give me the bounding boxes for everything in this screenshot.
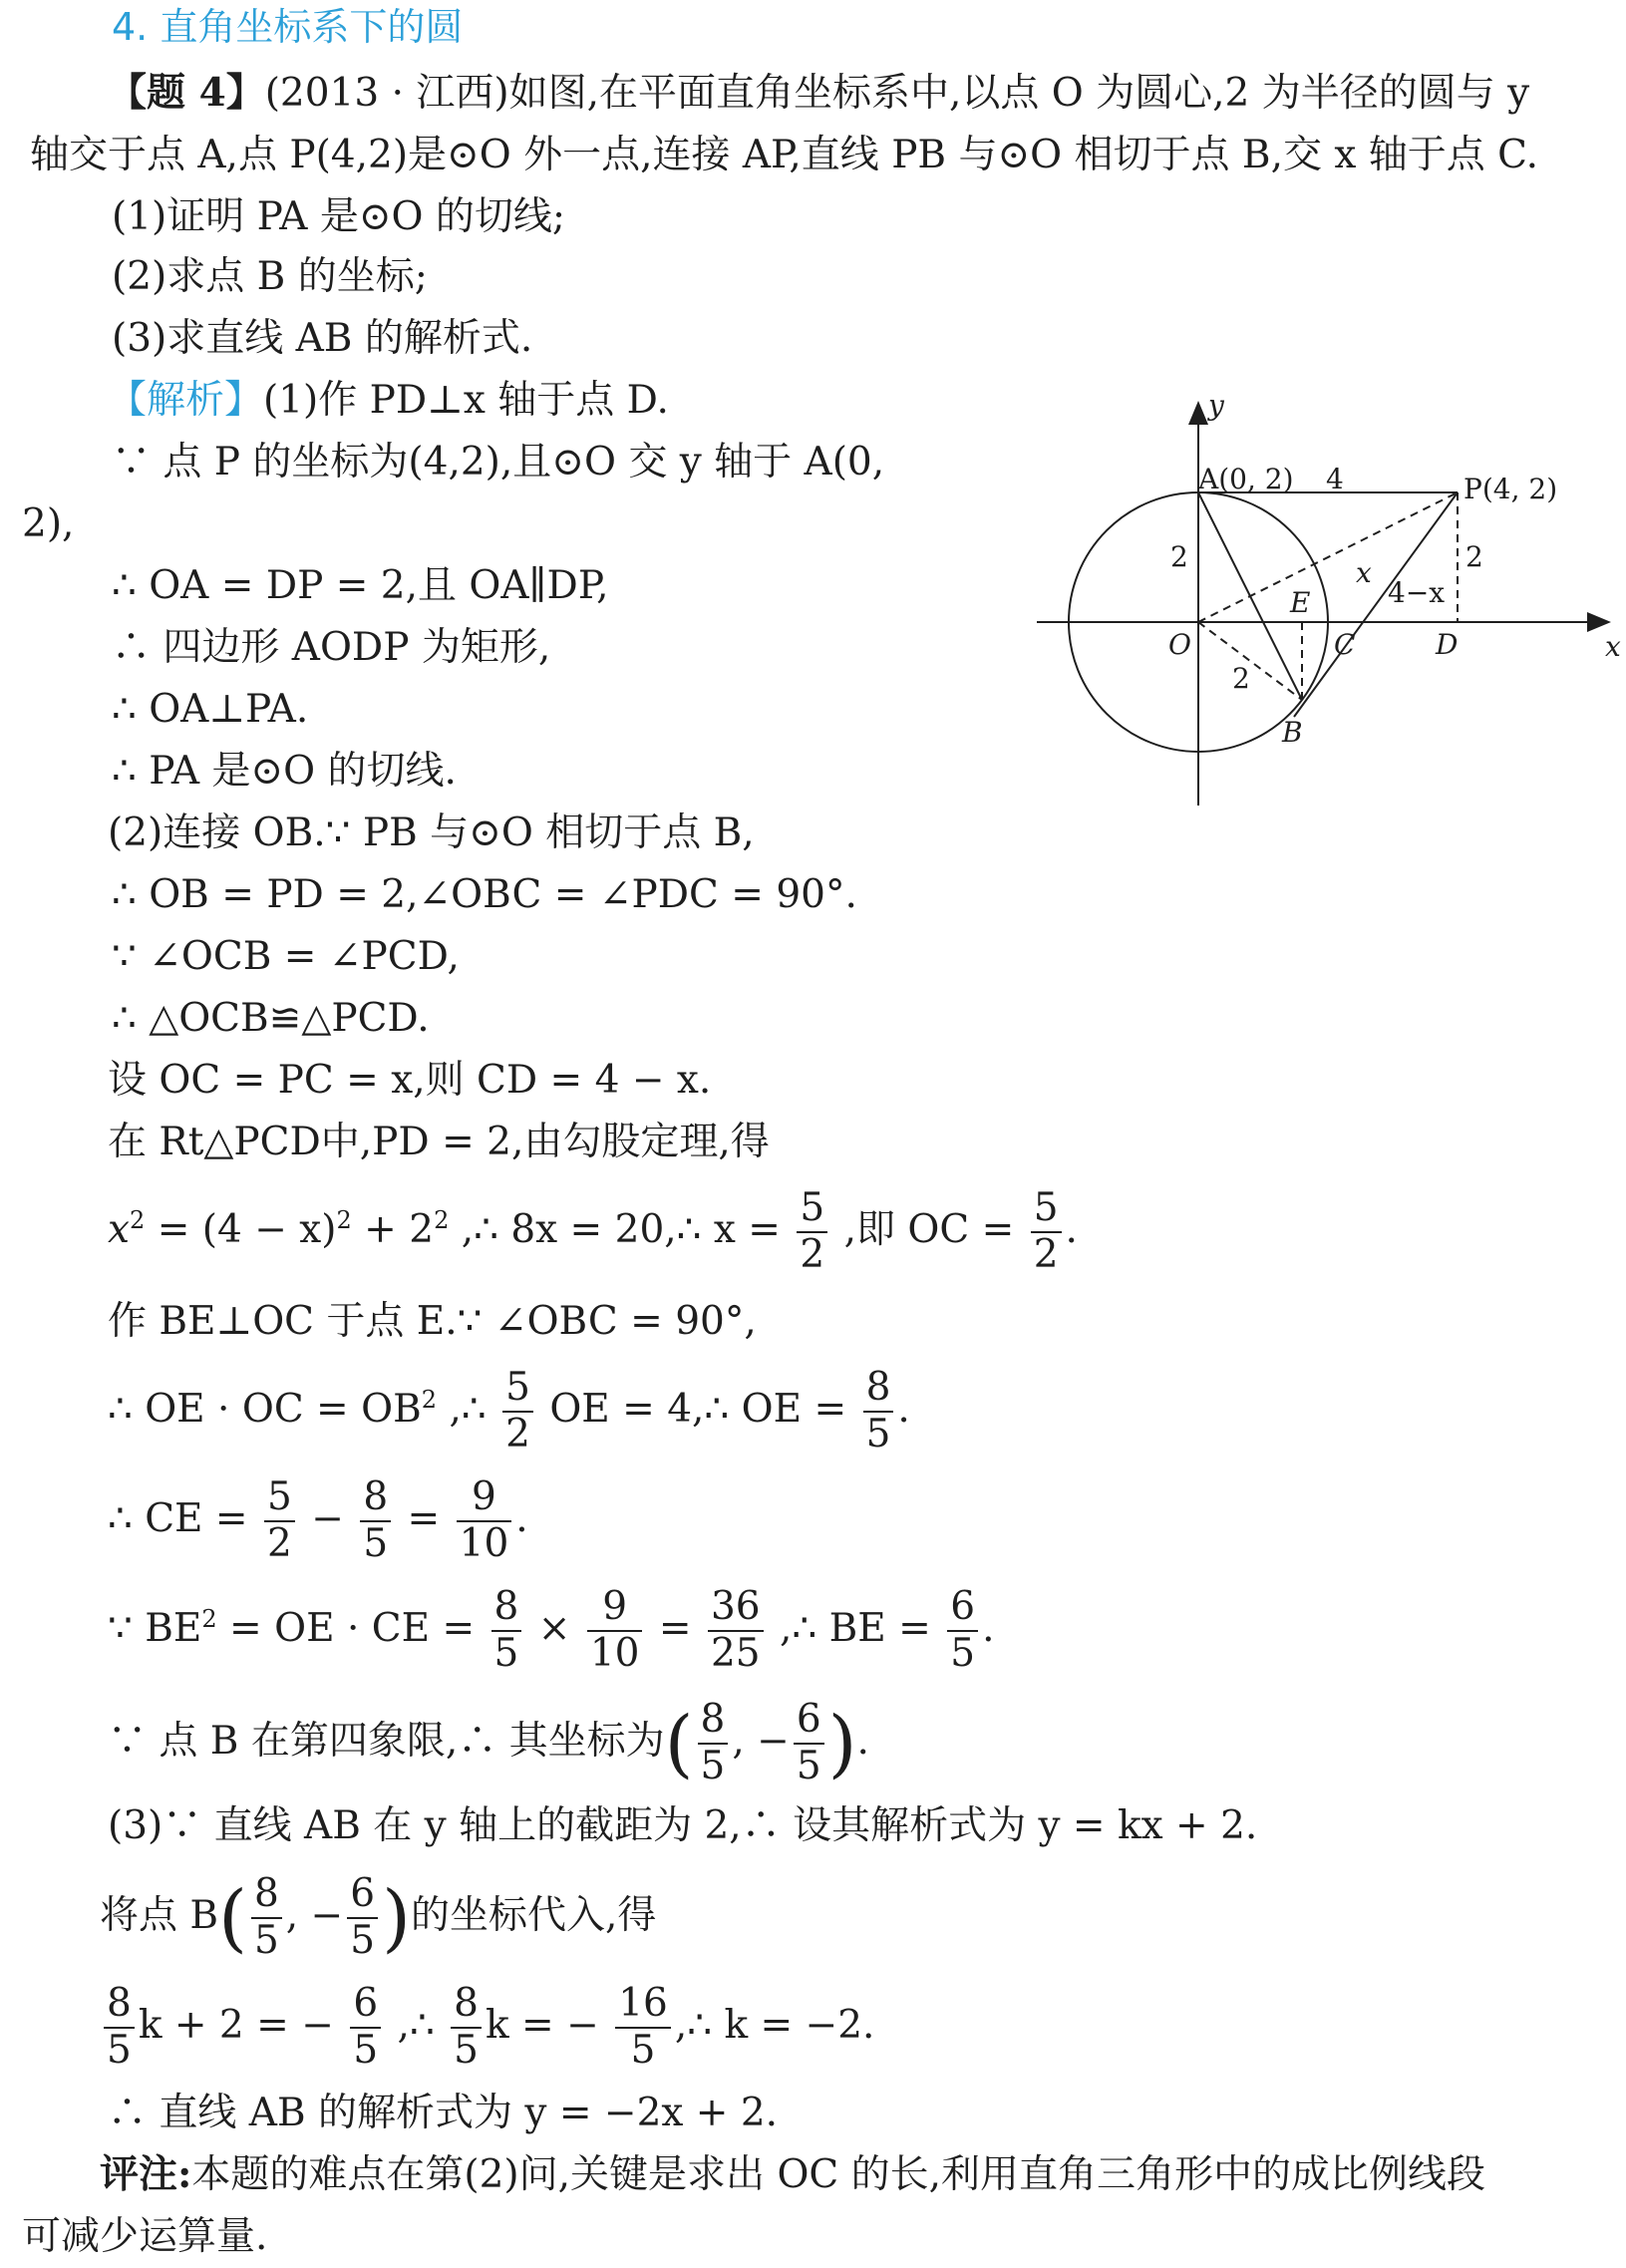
label-y-axis: y <box>1208 389 1224 422</box>
oe-part-a: ∴ OE · OC = OB <box>108 1386 422 1432</box>
question-1: (1)证明 PA 是⊙O 的切线; <box>112 194 566 239</box>
fraction-6-5-d: $\frac{6}{5}$ <box>350 1984 381 2072</box>
label-point-d: D <box>1436 628 1459 661</box>
solution-line-15: 作 BE⊥OC 于点 E.∵ ∠OBC = 90°, <box>108 1299 757 1344</box>
solution-label: 【解析】 <box>108 378 264 423</box>
be-part-c: ,∴ BE = <box>780 1605 931 1651</box>
solution-line-17: ∴ CE = $\frac{5}{2}$ − $\frac{8}{5}$ = $\frac{9}{10}$ . <box>108 1474 528 1566</box>
fraction-6-5-c: $\frac{6}{5}$ <box>347 1874 378 1962</box>
fraction-9-10-b: $\frac{9}{10}$ <box>587 1587 643 1675</box>
problem-label: 【题 4】 <box>108 70 265 116</box>
solution-line-4: ∴ OA = DP = 2,且 OA∥DP, <box>112 563 609 608</box>
eq-part-a: = (4 − x) <box>157 1206 337 1252</box>
solution-step-1: (1)作 PD⊥x 轴于点 D. <box>263 378 669 423</box>
comment-text-1: 本题的难点在第(2)问,关键是求出 OC 的长,利用直角三角形中的成比例线段 <box>191 2152 1486 2197</box>
comment-line-2: 可减少运算量. <box>22 2214 268 2259</box>
exp-2b: 2 <box>336 1205 352 1234</box>
be-part-b: = OE · CE = <box>229 1605 476 1651</box>
paren-left: ( <box>664 1700 694 1786</box>
question-2: (2)求点 B 的坐标; <box>112 254 428 299</box>
solution-line-5: ∴ 四边形 AODP 为矩形, <box>112 625 551 670</box>
comment-label: 评注: <box>100 2151 192 2197</box>
label-point-o: O <box>1168 628 1191 661</box>
problem-line-1 <box>108 70 1530 116</box>
label-point-p: P(4, 2) <box>1463 473 1558 505</box>
k-part-c: k = − <box>486 2002 599 2048</box>
fraction-5-2-b: $\frac{5}{2}$ <box>1031 1188 1062 1276</box>
eq-part-b: + 2 <box>364 1206 435 1252</box>
label-segment-x: x <box>1356 556 1372 589</box>
solution-line-6: ∴ OA⊥PA. <box>112 687 309 732</box>
fraction-8-5-c: $\frac{8}{5}$ <box>491 1587 522 1675</box>
ce-part-a: ∴ CE = <box>108 1495 248 1541</box>
problem-stem-1: 如图,在平面直角坐标系中,以点 O 为圆心,2 为半径的圆与 y <box>508 71 1530 116</box>
substitute-text: 将点 B <box>100 1892 219 1938</box>
fraction-5-2-c: $\frac{5}{2}$ <box>502 1368 533 1456</box>
segment-ob <box>1198 622 1302 700</box>
solution-line-21: 将点 B( $\frac{8}{5}$ , − $\frac{6}{5}$ )的坐标代入,得 <box>100 1871 657 1963</box>
fraction-6-5-b: $\frac{6}{5}$ <box>794 1700 824 1787</box>
label-point-b: B <box>1282 716 1303 749</box>
problem-source: (2013 · 江西) <box>264 71 509 116</box>
exp-2a: 2 <box>130 1205 146 1234</box>
paren-right-b: ) <box>382 1874 411 1961</box>
oe-part-c: OE = 4,∴ OE = <box>549 1386 847 1432</box>
question-3: (3)求直线 AB 的解析式. <box>112 316 533 361</box>
solution-line-2: ∵ 点 P 的坐标为(4,2),且⊙O 交 y 轴于 A(0, <box>112 440 885 485</box>
k-part-a: k + 2 = − <box>138 2002 334 2048</box>
solution-line-11: ∴ △OCB≌△PCD. <box>112 996 430 1041</box>
k-part-b: ,∴ <box>397 2002 435 2048</box>
oe-part-b: ,∴ <box>449 1386 487 1432</box>
fraction-8-5-d: $\frac{8}{5}$ <box>698 1700 729 1787</box>
solution-line-18: ∵ $BE^2$ = OE · CE = $\frac{8}{5}$ × $\frac{9}{10}$ = $\frac{36}{25}$ ,∴ BE = $\frac{6}{5}$ . <box>108 1584 995 1676</box>
var-x: x <box>108 1206 130 1252</box>
paren-left-b: ( <box>218 1874 247 1961</box>
eq-part-c: ,∴ 8x = 20,∴ x = <box>461 1206 781 1252</box>
solution-line-10: ∵ ∠OCB = ∠PCD, <box>112 934 460 979</box>
label-2-left: 2 <box>1170 540 1188 573</box>
fraction-8-5: $\frac{8}{5}$ <box>863 1368 894 1456</box>
fraction-5-2-d: $\frac{5}{2}$ <box>264 1477 295 1565</box>
eq-part-d: ,即 OC = <box>843 1206 1015 1252</box>
solution-line-1 <box>108 378 669 423</box>
solution-line-16: ∴ OE · OC = $OB^2$ ,∴ $\frac{5}{2}$ OE = 4,∴ OE = $\frac{8}{5}$ . <box>108 1365 910 1457</box>
k-part-d: ,∴ k = −2. <box>674 2002 875 2048</box>
be-part-a: ∵ BE <box>108 1605 202 1651</box>
fraction-8-5-b: $\frac{8}{5}$ <box>360 1477 391 1565</box>
label-4-minus-x: 4−x <box>1388 576 1446 609</box>
exp-2c: 2 <box>434 1205 450 1234</box>
paren-right: ) <box>827 1700 857 1786</box>
substitute-text-2: 的坐标代入,得 <box>410 1892 657 1938</box>
solution-line-12: 设 OC = PC = x,则 CD = 4 − x. <box>108 1058 712 1103</box>
comment-line-1 <box>100 2151 1486 2197</box>
label-point-a: A(0, 2) <box>1198 463 1294 495</box>
solution-line-8: (2)连接 OB.∵ PB 与⊙O 相切于点 B, <box>108 810 755 855</box>
label-point-e: E <box>1290 586 1311 619</box>
fraction-8-5-g: $\frac{8}{5}$ <box>451 1984 482 2072</box>
geometry-diagram <box>1037 387 1625 815</box>
label-point-c: C <box>1334 628 1356 661</box>
problem-line-2: 轴交于点 A,点 P(4,2)是⊙O 外一点,连接 AP,直线 PB 与⊙O 相切于点 B,交 x 轴于点 C. <box>30 133 1539 177</box>
fraction-16-5: $\frac{16}{5}$ <box>615 1984 671 2072</box>
quadrant-text: ∵ 点 B 在第四象限,∴ 其坐标为 <box>108 1718 665 1764</box>
solution-line-9: ∴ OB = PD = 2,∠OBC = ∠PDC = 90°. <box>112 872 857 917</box>
solution-line-23: ∴ 直线 AB 的解析式为 y = −2x + 2. <box>108 2091 779 2135</box>
solution-line-19: ∵ 点 B 在第四象限,∴ 其坐标为( $\frac{8}{5}$ , − $\frac{6}{5}$ ). <box>108 1697 869 1788</box>
solution-line-20: (3)∵ 直线 AB 在 y 轴上的截距为 2,∴ 设其解析式为 y = kx + 2. <box>108 1803 1258 1848</box>
label-4: 4 <box>1326 463 1344 495</box>
solution-line-7: ∴ PA 是⊙O 的切线. <box>112 749 457 794</box>
fraction-5-2: $\frac{5}{2}$ <box>797 1188 827 1276</box>
label-2-ob: 2 <box>1232 662 1250 695</box>
label-2-right: 2 <box>1465 540 1483 573</box>
solution-line-14: $x^2 = (4 - x)^2 + 2^2$ ,∴ 8x = 20,∴ x = $\frac{5}{2}$ ,即 OC = $\frac{5}{2}$ . <box>108 1185 1078 1277</box>
fraction-8-5-f: $\frac{8}{5}$ <box>104 1984 135 2072</box>
fraction-8-5-e: $\frac{8}{5}$ <box>251 1874 282 1962</box>
section-title: 4. 直角坐标系下的圆 <box>112 5 464 49</box>
solution-line-13: 在 Rt△PCD中,PD = 2,由勾股定理,得 <box>108 1120 770 1164</box>
fraction-36-25: $\frac{36}{25}$ <box>708 1587 764 1675</box>
solution-line-3: 2), <box>22 501 75 546</box>
fraction-9-10: $\frac{9}{10}$ <box>457 1477 512 1565</box>
label-x-axis: x <box>1605 630 1621 663</box>
solution-line-22 <box>100 1981 875 2073</box>
fraction-6-5: $\frac{6}{5}$ <box>947 1587 978 1675</box>
exp-2e: 2 <box>201 1604 217 1633</box>
exp-2d: 2 <box>421 1385 438 1414</box>
